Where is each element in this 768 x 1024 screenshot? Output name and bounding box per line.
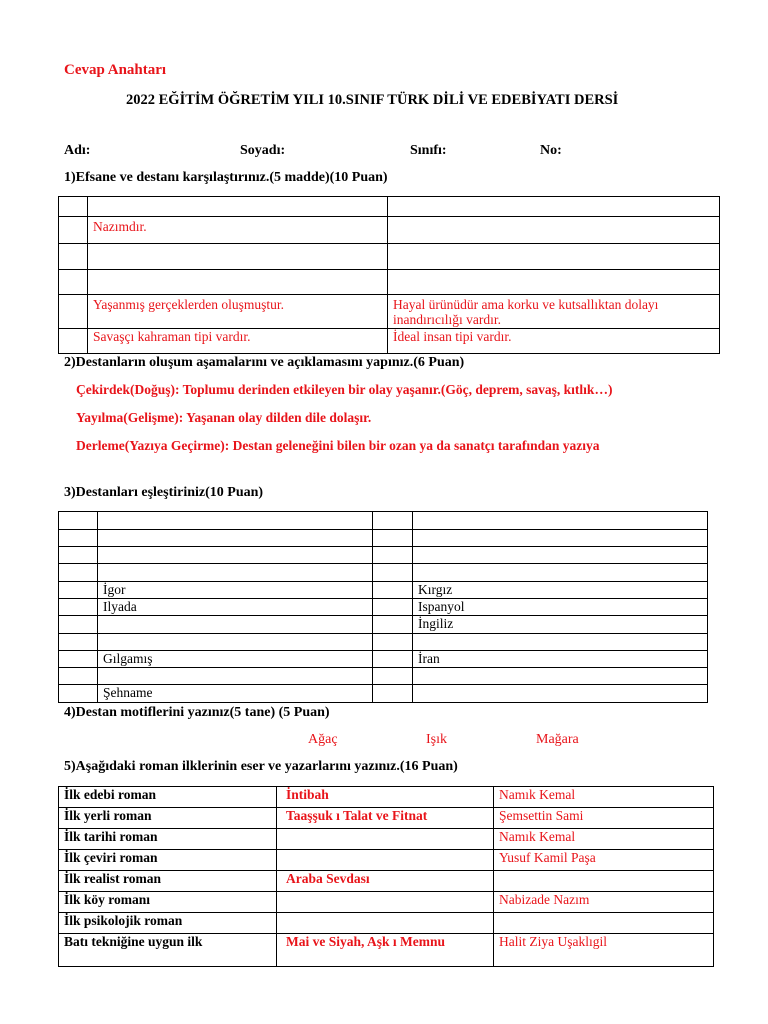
epic-name-cell [98,512,373,530]
q5-title: 5)Aşağıdaki roman ilklerinin eser ve yazarlarını yazınız.(16 Puan) [64,759,458,774]
author-cell [494,871,714,892]
answer-key-label: Cevap Anahtarı [64,62,167,78]
row-marker-cell [59,244,88,270]
table-row [59,270,720,295]
table-row [59,787,714,808]
table-row [59,808,714,829]
author-cell: Namık Kemal [494,829,714,850]
epic-name-cell [98,616,373,634]
epic-cell: İdeal insan tipi vardır. [388,329,720,354]
table-row [59,197,720,217]
work-cell: Taaşşuk ı Talat ve Fitnat [277,808,494,829]
epic-name-cell [98,547,373,564]
table-row [59,329,720,354]
table-row [59,668,708,685]
row-marker-cell [59,295,88,329]
q2-answer-stage-2: Yayılma(Gelişme): Yaşanan olay dilden dile dolaşır. [76,410,372,425]
work-cell [277,829,494,850]
q4-answer-3: Mağara [536,732,579,747]
epic-name-cell: İgor [98,582,373,599]
nation-cell: Ispanyol [413,599,708,616]
page-title: 2022 EĞİTİM ÖĞRETİM YILI 10.SINIF TÜRK DİLİ VE EDEBİYATI DERSİ [126,92,619,108]
category-cell: İlk tarihi roman [59,829,277,850]
nation-cell [413,512,708,530]
epic-name-cell: Gılgamış [98,651,373,668]
table-row [59,850,714,871]
name-field-label: Adı: [64,143,91,158]
table-row [59,934,714,967]
epic-name-cell: Şehname [98,685,373,703]
q3-title: 3)Destanları eşleştiriniz(10 Puan) [64,485,264,500]
epic-name-cell: Ilyada [98,599,373,616]
nation-cell [413,634,708,651]
row-marker-cell [59,217,88,244]
epic-name-cell [98,564,373,582]
table-row [59,871,714,892]
surname-field-label: Soyadı: [240,143,286,158]
work-cell [277,913,494,934]
row-marker-cell [59,270,88,295]
category-cell: İlk psikolojik roman [59,913,277,934]
author-cell: Şemsettin Sami [494,808,714,829]
author-cell: Namık Kemal [494,787,714,808]
author-cell [494,913,714,934]
q2-answer-stage-1: Çekirdek(Doğuş): Toplumu derinden etkileyen bir olay yaşanır.(Göç, deprem, savaş, kıtlık…) [76,382,613,397]
nation-cell: İngiliz [413,616,708,634]
legend-cell [88,270,388,295]
table-row [59,892,714,913]
epic-name-cell [98,530,373,547]
table-row [59,564,708,582]
table-row [59,244,720,270]
table-row [59,582,708,599]
work-cell: İntibah [277,787,494,808]
q2-answer-stage-3: Derleme(Yazıya Geçirme): Destan geleneğini bilen bir ozan ya da sanatçı tarafından yazıya [76,438,600,453]
q1-comparison-table [58,196,720,354]
table-row [59,913,714,934]
nation-cell [413,564,708,582]
q4-answer-1: Ağaç [308,732,338,747]
work-cell [277,850,494,871]
table-row [59,599,708,616]
epic-cell [388,197,720,217]
q5-novel-firsts-table [58,786,714,967]
table-row [59,512,708,530]
category-cell: Batı tekniğine uygun ilk [59,934,277,967]
nation-cell [413,530,708,547]
q4-answer-2: Işık [426,732,447,747]
table-row [59,616,708,634]
table-row [59,829,714,850]
legend-cell [88,197,388,217]
table-row [59,634,708,651]
nation-cell: Kırgız [413,582,708,599]
nation-cell [413,685,708,703]
class-field-label: Sınıfı: [410,143,447,158]
legend-cell: Yaşanmış gerçeklerden oluşmuştur. [88,295,388,329]
epic-cell: Hayal ürünüdür ama korku ve kutsallıktan dolayı inandırıcılığı vardır. [388,295,720,329]
work-cell: Mai ve Siyah, Aşk ı Memnu [277,934,494,967]
table-row [59,685,708,703]
epic-name-cell [98,634,373,651]
epic-cell [388,217,720,244]
work-cell: Araba Sevdası [277,871,494,892]
q2-title: 2)Destanların oluşum aşamalarını ve açıklamasını yapınız.(6 Puan) [64,355,465,370]
category-cell: İlk çeviri roman [59,850,277,871]
table-row [59,547,708,564]
table-row [59,651,708,668]
author-cell: Nabizade Nazım [494,892,714,913]
epic-name-cell [98,668,373,685]
author-cell: Yusuf Kamil Paşa [494,850,714,871]
legend-cell [88,244,388,270]
category-cell: İlk realist roman [59,871,277,892]
legend-cell: Nazımdır. [88,217,388,244]
q1-title: 1)Efsane ve destanı karşılaştırınız.(5 madde)(10 Puan) [64,170,388,185]
table-row [59,217,720,244]
nation-cell: İran [413,651,708,668]
category-cell: İlk yerli roman [59,808,277,829]
category-cell: İlk edebi roman [59,787,277,808]
nation-cell [413,547,708,564]
row-marker-cell [59,197,88,217]
epic-cell [388,244,720,270]
row-marker-cell [59,329,88,354]
q3-matching-table [58,511,708,703]
number-field-label: No: [540,143,562,158]
author-cell: Halit Ziya Uşaklıgil [494,934,714,967]
work-cell [277,892,494,913]
epic-cell [388,270,720,295]
table-row [59,530,708,547]
legend-cell: Savaşçı kahraman tipi vardır. [88,329,388,354]
table-row [59,295,720,329]
nation-cell [413,668,708,685]
category-cell: İlk köy romanı [59,892,277,913]
q4-title: 4)Destan motiflerini yazınız(5 tane) (5 Puan) [64,705,330,720]
